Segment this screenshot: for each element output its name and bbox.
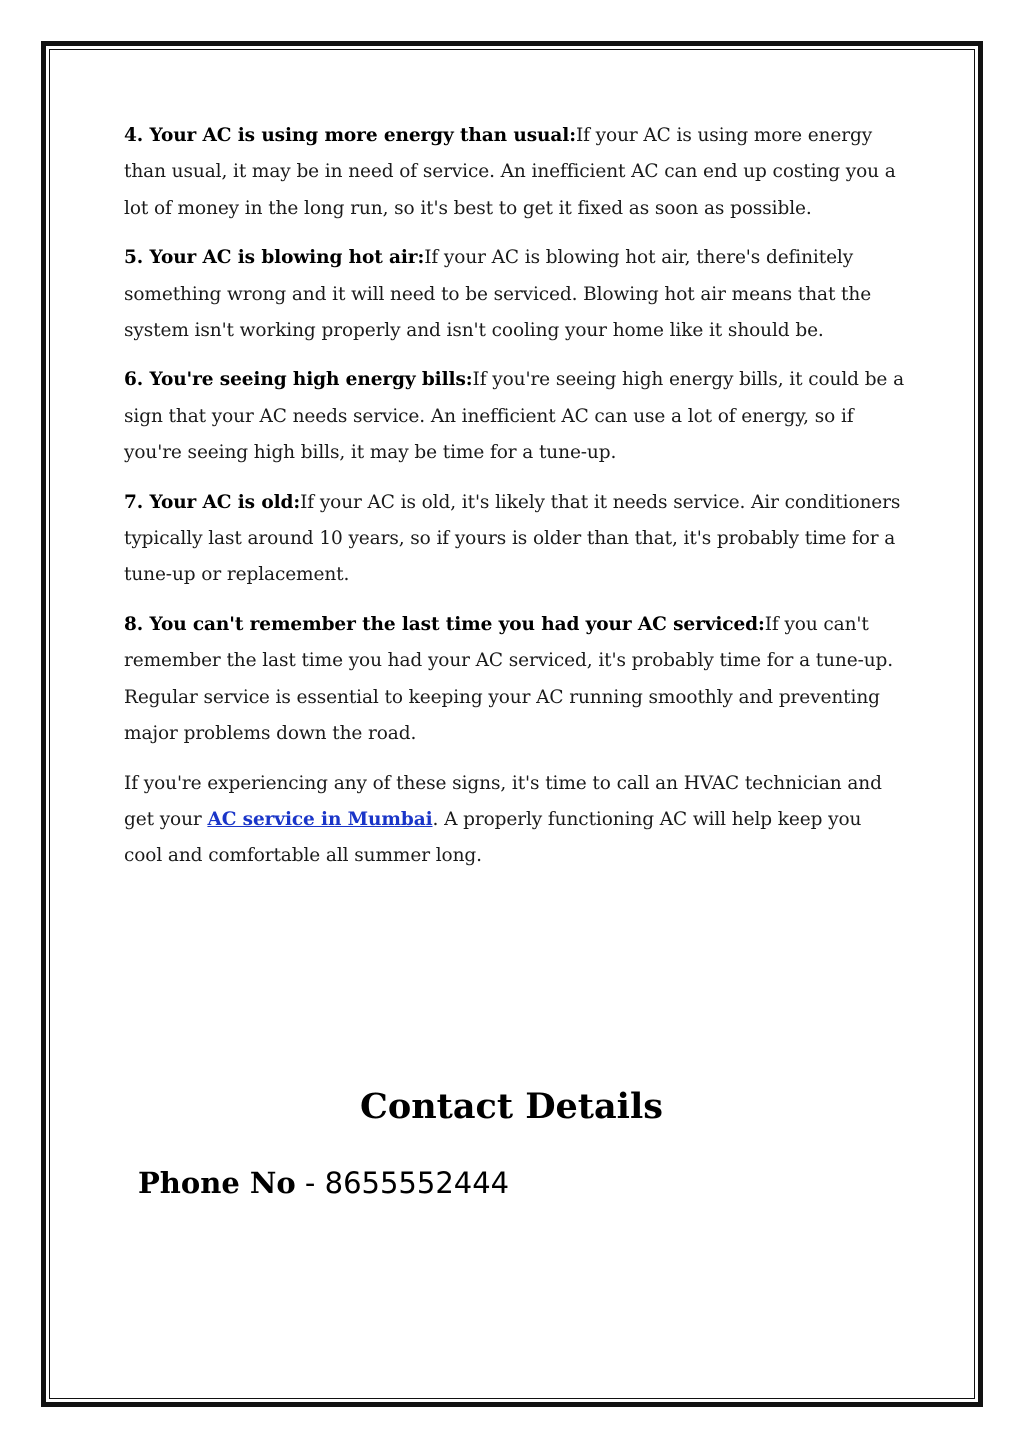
closing-text-after: . A properly functioning AC will help keep you cool and comfortable all summer long. [124,808,862,867]
sign-heading: 4. Your AC is using more energy than usual: [124,125,576,146]
contact-details-heading: Contact Details [360,1086,663,1127]
closing-text-before: If you're experiencing any of these signs, it's time to call an HVAC technician and get your [124,772,882,830]
phone-label: Phone No [138,1166,296,1200]
sign-item-5 [124,240,904,349]
closing-paragraph [124,766,904,875]
sign-item-4 [124,118,904,227]
sign-heading: 6. You're seeing high energy bills: [124,369,473,391]
sign-text: If your AC is blowing hot air, there's definitely something wrong and it will need to be serviced. Blowing hot air means that the system isn't working properly and isn't cooling your home like it should be. [124,247,872,342]
sign-text: If your AC is using more energy than usual, it may be in need of service. An inefficient AC can end up costing you a lot of money in the long run, so it's best to get it fixed as soon as possible. [124,125,896,219]
sign-heading: 5. Your AC is blowing hot air: [124,247,425,269]
sign-item-7 [124,485,904,594]
sign-text: If you're seeing high energy bills, it could be a sign that your AC needs service. An inefficient AC can use a lot of energy, so if you're seeing high bills, it may be time for a tune-up. [124,369,904,464]
sign-item-8 [124,607,904,753]
sign-heading: 7. Your AC is old: [124,491,301,513]
phone-line [138,1166,509,1200]
phone-separator: - [295,1166,325,1200]
sign-item-6 [124,362,904,471]
sign-heading: 8. You can't remember the last time you had your AC serviced: [124,613,765,635]
sign-text: If you can't remember the last time you had your AC serviced, it's probably time for a tune-up. Regular service is essential to keeping your AC running smoothly and preventing major problems down the road. [124,613,894,745]
ac-service-mumbai-link[interactable]: AC service in Mumbai [207,808,433,830]
article-body [124,118,904,888]
sign-text: If your AC is old, it's likely that it needs service. Air conditioners typically last around 10 years, so if yours is older than that, it's probably time for a tune-up or replacement. [124,491,901,586]
phone-number[interactable]: 8655552444 [324,1166,510,1200]
